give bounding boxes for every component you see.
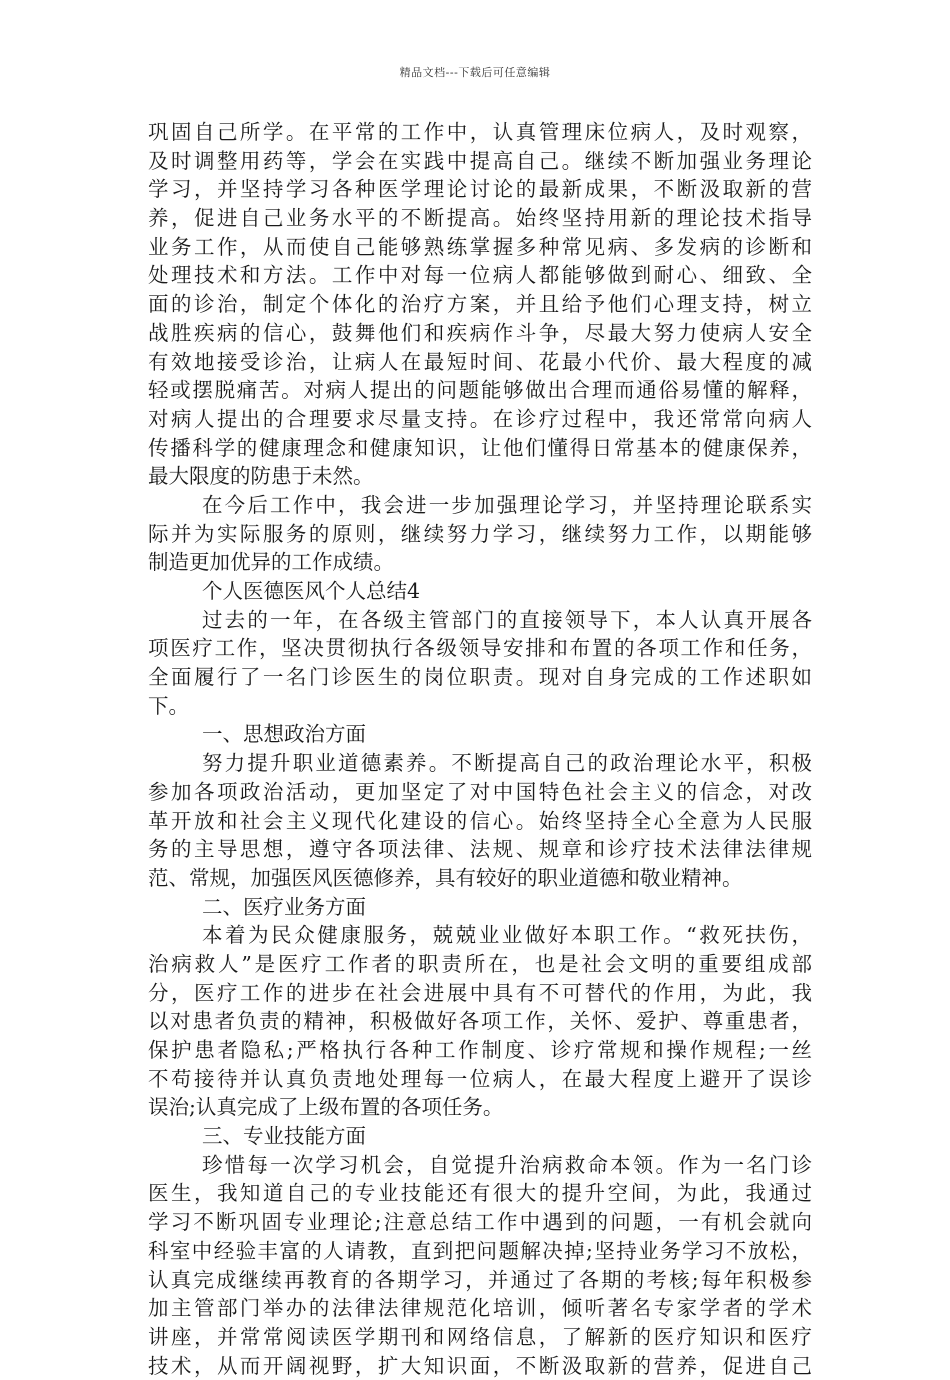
text-line: 科室中经验丰富的人请教，直到把问题解决掉;坚持业务学习不放松， <box>148 1238 812 1263</box>
text-line: 有效地接受诊治，让病人在最短时间、花最小代价、最大程度的减 <box>148 349 812 374</box>
text-line: 及时调整用药等，学会在实践中提高自己。继续不断加强业务理论 <box>148 148 812 173</box>
text-line: 努力提升职业道德素养。不断提高自己的政治理论水平，积极 <box>202 751 812 776</box>
text-line: 学习不断巩固专业理论;注意总结工作中遇到的问题，一有机会就向 <box>148 1210 812 1235</box>
text-line: 全面履行了一名门诊医生的岗位职责。现对自身完成的工作述职如 <box>148 665 812 690</box>
text-line: 对病人提出的合理要求尽量支持。在诊疗过程中，我还常常向病人 <box>148 406 812 431</box>
text-line: 养，促进自己业务水平的不断提高。始终坚持用新的理论技术指导 <box>148 206 812 231</box>
text-line: 误治;认真完成了上级布置的各项任务。 <box>148 1095 504 1120</box>
text-line: 三、专业技能方面 <box>202 1124 366 1149</box>
document-body <box>148 118 812 1380</box>
text-line: 认真完成继续再教育的各期学习，并通过了各期的考核;每年积极参 <box>148 1267 812 1292</box>
text-line: 业务工作，从而使自己能够熟练掌握多种常见病、多发病的诊断和 <box>148 234 812 259</box>
text-line: 保护患者隐私;严格执行各种工作制度、诊疗常规和操作规程;一丝 <box>148 1038 812 1062</box>
text-line: 务的主导思想，遵守各项法律、法规、规章和诊疗技术法律法律规 <box>148 837 812 862</box>
text-line: 轻或摆脱痛苦。对病人提出的问题能够做出合理而通俗易懂的解释， <box>148 378 812 403</box>
text-line: 珍惜每一次学习机会，自觉提升治病救命本领。作为一名门诊 <box>202 1152 812 1177</box>
text-line: 以对患者负责的精神，积极做好各项工作，关怀、爱护、尊重患者， <box>148 1009 812 1034</box>
text-line: 学习，并坚持学习各种医学理论讨论的最新成果，不断汲取新的营 <box>148 177 812 202</box>
text-line: 范、常规，加强医风医德修养，具有较好的职业道德和敬业精神。 <box>148 865 743 890</box>
text-line: 参加各项政治活动，更加坚定了对中国特色社会主义的信念，对改 <box>148 779 812 804</box>
text-line: 加主管部门举办的法律法律规范化培训，倾听著名专家学者的学术 <box>148 1296 812 1321</box>
text-line: 面的诊治，制定个体化的治疗方案，并且给予他们心理支持，树立 <box>148 292 812 317</box>
text-line: 最大限度的防患于未然。 <box>148 464 374 489</box>
text-line: 分，医疗工作的进步在社会进展中具有不可替代的作用，为此，我 <box>148 980 812 1005</box>
page-header: 精品文档---下载后可任意编辑 <box>399 66 551 79</box>
text-line: 一、思想政治方面 <box>202 722 366 747</box>
text-line: 在今后工作中，我会进一步加强理论学习，并坚持理论联系实 <box>202 492 812 517</box>
text-line: 巩固自己所学。在平常的工作中，认真管理床位病人，及时观察， <box>148 120 812 144</box>
text-line: 革开放和社会主义现代化建设的信心。始终坚持全心全意为人民服 <box>148 808 812 833</box>
text-line: 不苟接待并认真负责地处理每一位病人，在最大程度上避开了误诊 <box>148 1066 812 1091</box>
text-line: 本着为民众健康服务，兢兢业业做好本职工作。“救死扶伤， <box>202 923 812 948</box>
text-line: 个人医德医风个人总结4 <box>202 579 421 603</box>
text-line: 技术，从而开阔视野，扩大知识面，不断汲取新的营养，促进自己 <box>148 1353 812 1378</box>
text-line: 过去的一年，在各级主管部门的直接领导下，本人认真开展各 <box>202 607 812 632</box>
text-line: 战胜疾病的信心，鼓舞他们和疾病作斗争，尽最大努力使病人安全 <box>148 320 812 345</box>
text-line: 传播科学的健康理念和健康知识，让他们懂得日常基本的健康保养， <box>148 435 812 460</box>
text-line: 二、医疗业务方面 <box>202 894 366 919</box>
text-line: 项医疗工作，坚决贯彻执行各级领导安排和布置的各项工作和任务， <box>148 636 812 661</box>
text-line: 际并为实际服务的原则，继续努力学习，继续努力工作，以期能够 <box>148 521 812 546</box>
text-line: 医生，我知道自己的专业技能还有很大的提升空间，为此，我通过 <box>148 1181 812 1206</box>
text-line: 治病救人”是医疗工作者的职责所在，也是社会文明的重要组成部 <box>148 951 812 976</box>
text-line: 制造更加优异的工作成绩。 <box>148 550 394 575</box>
text-line: 讲座，并常常阅读医学期刊和网络信息，了解新的医疗知识和医疗 <box>148 1324 812 1349</box>
text-line: 下。 <box>148 693 189 718</box>
text-line: 处理技术和方法。工作中对每一位病人都能够做到耐心、细致、全 <box>148 263 812 288</box>
